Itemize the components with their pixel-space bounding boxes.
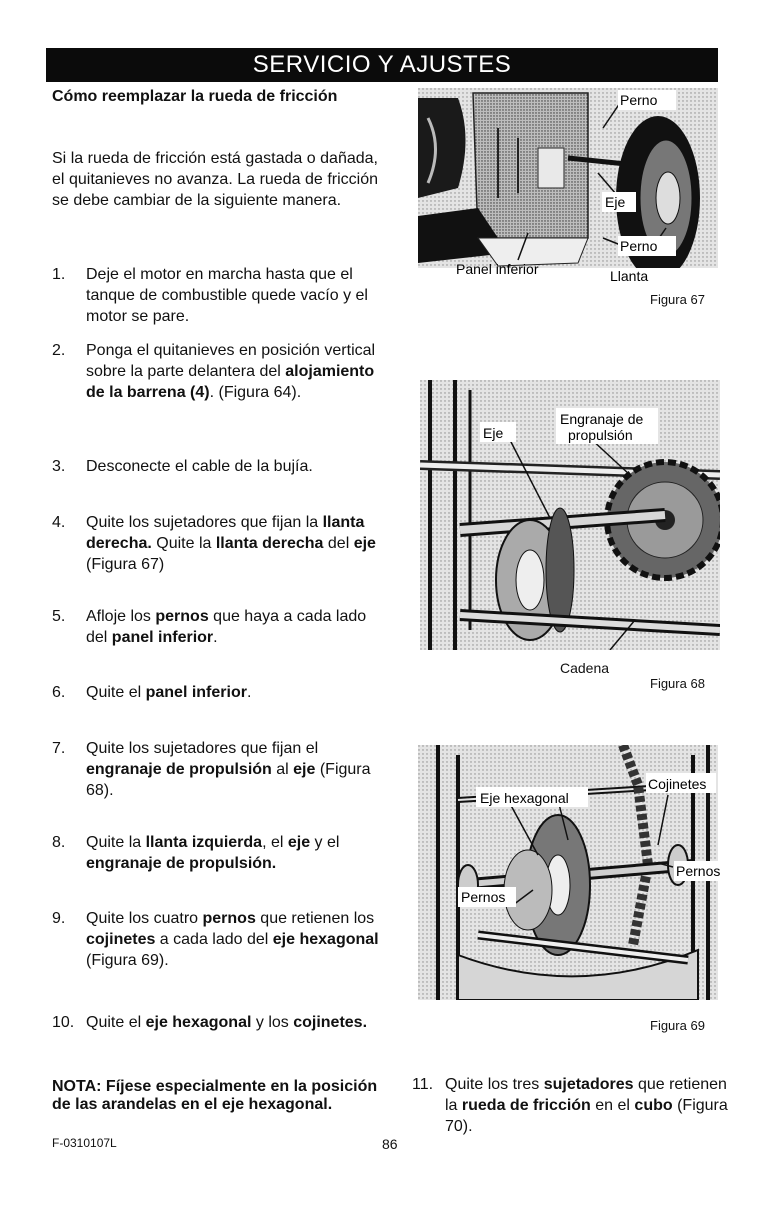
figure-69-caption: Figura 69 bbox=[650, 1018, 705, 1033]
step-emphasis: eje hexagonal bbox=[272, 931, 379, 948]
step-number: 11. bbox=[412, 1076, 434, 1093]
step-run: que retienen la bbox=[445, 1076, 727, 1114]
step-number: 3. bbox=[52, 458, 66, 475]
step-run: (Figura 67) bbox=[86, 556, 165, 573]
step-10 bbox=[52, 1012, 382, 1033]
step-run: . bbox=[213, 629, 218, 646]
step-number: 7. bbox=[52, 740, 66, 757]
step-emphasis: cojinetes. bbox=[293, 1014, 368, 1031]
step-6 bbox=[52, 682, 382, 703]
label-eje-hexagonal: Eje hexagonal bbox=[480, 790, 569, 806]
step-run: Quite los cuatro bbox=[86, 910, 203, 927]
step-run: del bbox=[323, 535, 354, 552]
step-run: y los bbox=[251, 1014, 294, 1031]
step-5 bbox=[52, 606, 382, 648]
step-emphasis: llanta izquierda bbox=[145, 834, 263, 851]
figure-69-illustration bbox=[418, 745, 728, 1000]
step-1 bbox=[52, 264, 382, 327]
step-emphasis: cojinetes bbox=[86, 931, 156, 948]
step-run: y el bbox=[310, 834, 340, 851]
step-run: Afloje los bbox=[86, 608, 156, 625]
step-7 bbox=[52, 738, 382, 801]
step-text bbox=[86, 1012, 382, 1033]
step-run: Quite los sujetadores que fijan el bbox=[86, 740, 319, 757]
step-run: Quite la bbox=[86, 834, 146, 851]
step-number: 4. bbox=[52, 514, 66, 531]
step-run: Quite el bbox=[86, 1014, 146, 1031]
page-number: 86 bbox=[382, 1136, 398, 1152]
step-8 bbox=[52, 832, 382, 874]
step-emphasis: eje bbox=[287, 834, 311, 851]
section-heading: Cómo reemplazar la rueda de fricción bbox=[52, 88, 338, 105]
step-run: Quite la bbox=[151, 535, 216, 552]
step-text bbox=[86, 340, 382, 403]
step-emphasis: eje bbox=[293, 761, 316, 778]
figure-68 bbox=[420, 380, 720, 650]
label-pernos-right: Pernos bbox=[676, 863, 721, 879]
step-run: Quite los tres bbox=[445, 1076, 544, 1093]
label-perno-bottom: Perno bbox=[620, 238, 658, 254]
figure-67-illustration bbox=[418, 88, 718, 288]
section-banner: SERVICIO Y AJUSTES bbox=[46, 48, 718, 82]
step-number: 5. bbox=[52, 608, 66, 625]
footer-code: F-0310107L bbox=[52, 1136, 117, 1150]
step-number: 2. bbox=[52, 342, 66, 359]
step-text bbox=[86, 738, 382, 801]
step-run: , el bbox=[262, 834, 288, 851]
step-text bbox=[86, 512, 382, 575]
step-emphasis: llanta derecha bbox=[215, 535, 324, 552]
step-2 bbox=[52, 340, 382, 403]
step-number: 8. bbox=[52, 834, 66, 851]
step-number: 1. bbox=[52, 266, 66, 283]
figure-68-caption: Figura 68 bbox=[650, 676, 705, 691]
step-run: al bbox=[271, 761, 294, 778]
label-perno-top: Perno bbox=[620, 92, 658, 108]
step-run: (Figura 69). bbox=[86, 952, 169, 969]
step-number: 6. bbox=[52, 684, 66, 701]
step-run: Quite los sujetadores que fijan la bbox=[86, 514, 323, 531]
step-run: a cada lado del bbox=[155, 931, 273, 948]
step-run: . bbox=[246, 684, 252, 701]
label-llanta: Llanta bbox=[610, 268, 649, 284]
step-text bbox=[86, 682, 382, 703]
step-emphasis: engranaje de propulsión. bbox=[86, 855, 277, 872]
step-3 bbox=[52, 456, 382, 477]
note: NOTA: Fíjese especialmente en la posición de las arandelas en el eje hexagonal. bbox=[52, 1078, 378, 1113]
step-emphasis: pernos bbox=[155, 608, 209, 625]
step-emphasis: alojamiento de la barrena (4) bbox=[86, 363, 375, 401]
step-11 bbox=[412, 1074, 732, 1137]
step-number: 9. bbox=[52, 910, 66, 927]
figure-68-illustration bbox=[420, 380, 720, 650]
step-emphasis: engranaje de propulsión bbox=[86, 761, 272, 778]
step-run: que retienen los bbox=[255, 910, 375, 927]
figure-67 bbox=[418, 88, 718, 288]
step-text bbox=[445, 1074, 732, 1137]
label-engranaje-2: propulsión bbox=[568, 427, 633, 443]
step-emphasis: eje hexagonal bbox=[145, 1014, 252, 1031]
figure-69 bbox=[418, 745, 728, 1000]
step-text bbox=[86, 606, 382, 648]
step-emphasis: eje bbox=[353, 535, 376, 552]
step-number: 10. bbox=[52, 1014, 75, 1031]
intro-paragraph: Si la rueda de fricción está gastada o dañada, el quitanieves no avanza. La rueda de fricción se debe cambiar de la siguiente manera. bbox=[52, 150, 378, 209]
step-text bbox=[86, 456, 382, 477]
step-emphasis: sujetadores bbox=[543, 1076, 634, 1093]
step-run: Quite el bbox=[86, 684, 146, 701]
label-eje: Eje bbox=[605, 194, 626, 210]
step-text bbox=[86, 832, 382, 874]
step-run: (Figura 70). bbox=[445, 1097, 728, 1135]
step-emphasis: pernos bbox=[202, 910, 256, 927]
label-cadena: Cadena bbox=[560, 660, 610, 676]
step-text bbox=[86, 908, 382, 971]
step-run: Ponga el quitanieves en posición vertical sobre la parte delantera del bbox=[86, 342, 376, 380]
step-text bbox=[86, 264, 382, 327]
step-run: (Figura 68). bbox=[86, 761, 371, 799]
step-9 bbox=[52, 908, 382, 971]
step-emphasis: panel inferior bbox=[111, 629, 214, 646]
label-engranaje-1: Engranaje de bbox=[560, 411, 644, 427]
step-run: Deje el motor en marcha hasta que el tanque de combustible quede vacío y el motor se pare. bbox=[86, 266, 368, 325]
figure-67-caption: Figura 67 bbox=[650, 292, 705, 307]
step-emphasis: cubo bbox=[634, 1097, 673, 1114]
step-run: Desconecte el cable de la bujía. bbox=[86, 458, 313, 475]
label-cojinetes: Cojinetes bbox=[648, 776, 707, 792]
label-panel-inferior: Panel inferior bbox=[456, 261, 539, 277]
label-pernos-left: Pernos bbox=[461, 889, 506, 905]
step-run: que haya a cada lado del bbox=[86, 608, 367, 646]
step-emphasis: rueda de fricción bbox=[461, 1097, 591, 1114]
step-4 bbox=[52, 512, 382, 575]
step-emphasis: panel inferior bbox=[145, 684, 247, 701]
step-emphasis: llanta derecha. bbox=[86, 514, 365, 552]
step-run: en el bbox=[590, 1097, 635, 1114]
label-eje: Eje bbox=[483, 425, 504, 441]
step-run: . (Figura 64). bbox=[209, 384, 302, 401]
